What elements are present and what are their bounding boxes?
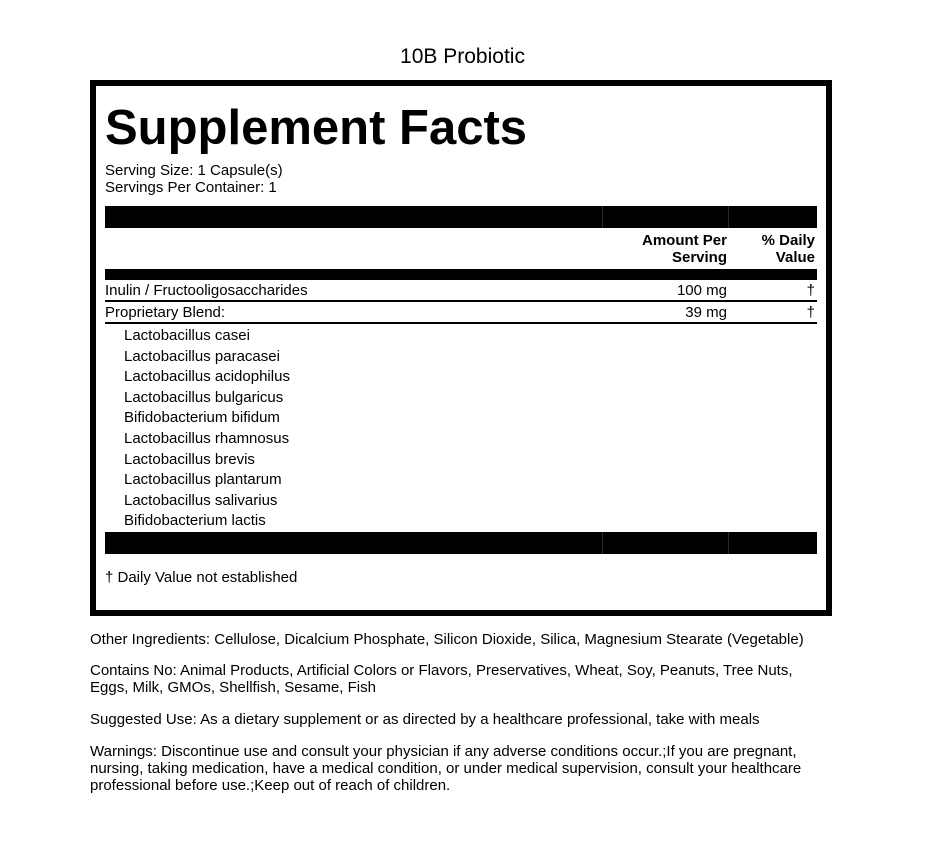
nutrient-name: Proprietary Blend: <box>105 304 226 321</box>
blend-ingredient: Lactobacillus plantarum <box>124 471 282 489</box>
other-ingredients: Other Ingredients: Cellulose, Dicalcium Phosphate, Silicon Dioxide, Silica, Magnesium Stearate (Vegetable) <box>90 631 804 648</box>
nutrient-daily-value: † <box>806 304 815 321</box>
column-divider <box>728 206 729 228</box>
header-bar <box>105 206 817 228</box>
suggested-use: Suggested Use: As a dietary supplement or as directed by a healthcare professional, take with meals <box>90 711 760 728</box>
supplement-facts-panel <box>90 80 832 616</box>
blend-ingredient: Bifidobacterium lactis <box>124 512 266 530</box>
amount-per-serving-label: Amount Per Serving <box>641 232 727 266</box>
nutrient-daily-value: † <box>806 282 815 299</box>
nutrient-row <box>105 280 817 302</box>
proprietary-blend-list <box>124 326 290 532</box>
warnings: Warnings: Discontinue use and consult your physician if any adverse conditions occur.;If you are pregnant, nursing, taking medication, have a medical condition, or under medical supervision, consult your healthcare professional before use.;Keep out of reach of children. <box>90 743 802 794</box>
blend-ingredient: Bifidobacterium bifidum <box>124 409 280 427</box>
column-divider <box>728 532 729 554</box>
blend-ingredient: Lactobacillus casei <box>124 327 250 344</box>
nutrient-name: Inulin / Fructooligosaccharides <box>105 282 308 299</box>
daily-value-footnote: † Daily Value not established <box>105 569 298 586</box>
nutrient-row <box>105 302 817 324</box>
servings-per-container: Servings Per Container: 1 <box>105 179 277 196</box>
nutrient-amount: 100 mg <box>676 282 727 299</box>
divider-bar <box>105 269 817 280</box>
blend-ingredient: Lactobacillus rhamnosus <box>124 429 290 447</box>
row-divider <box>105 322 817 324</box>
serving-size: Serving Size: 1 Capsule(s) <box>105 162 283 179</box>
blend-ingredient: Lactobacillus salivarius <box>124 491 278 509</box>
contains-no: Contains No: Animal Products, Artificial Colors or Flavors, Preservatives, Wheat, Soy, Peanuts, Tree Nuts, Eggs, Milk, GMOs, Shellfish, Sesame, Fish <box>90 662 793 696</box>
daily-value-header <box>736 232 815 266</box>
amount-per-serving-header <box>616 232 727 266</box>
blend-ingredient: Lactobacillus bulgaricus <box>124 388 284 406</box>
facts-heading: Supplement Facts <box>105 101 528 155</box>
daily-value-label: % Daily Value <box>761 232 815 266</box>
nutrient-amount: 39 mg <box>685 304 727 321</box>
blend-ingredient: Lactobacillus acidophilus <box>124 368 290 386</box>
column-divider <box>602 532 603 554</box>
footer-bar <box>105 532 817 554</box>
blend-ingredient: Lactobacillus paracasei <box>124 347 280 365</box>
column-divider <box>602 206 603 228</box>
product-title: 10B Probiotic <box>400 45 525 68</box>
blend-ingredient: Lactobacillus brevis <box>124 450 255 468</box>
